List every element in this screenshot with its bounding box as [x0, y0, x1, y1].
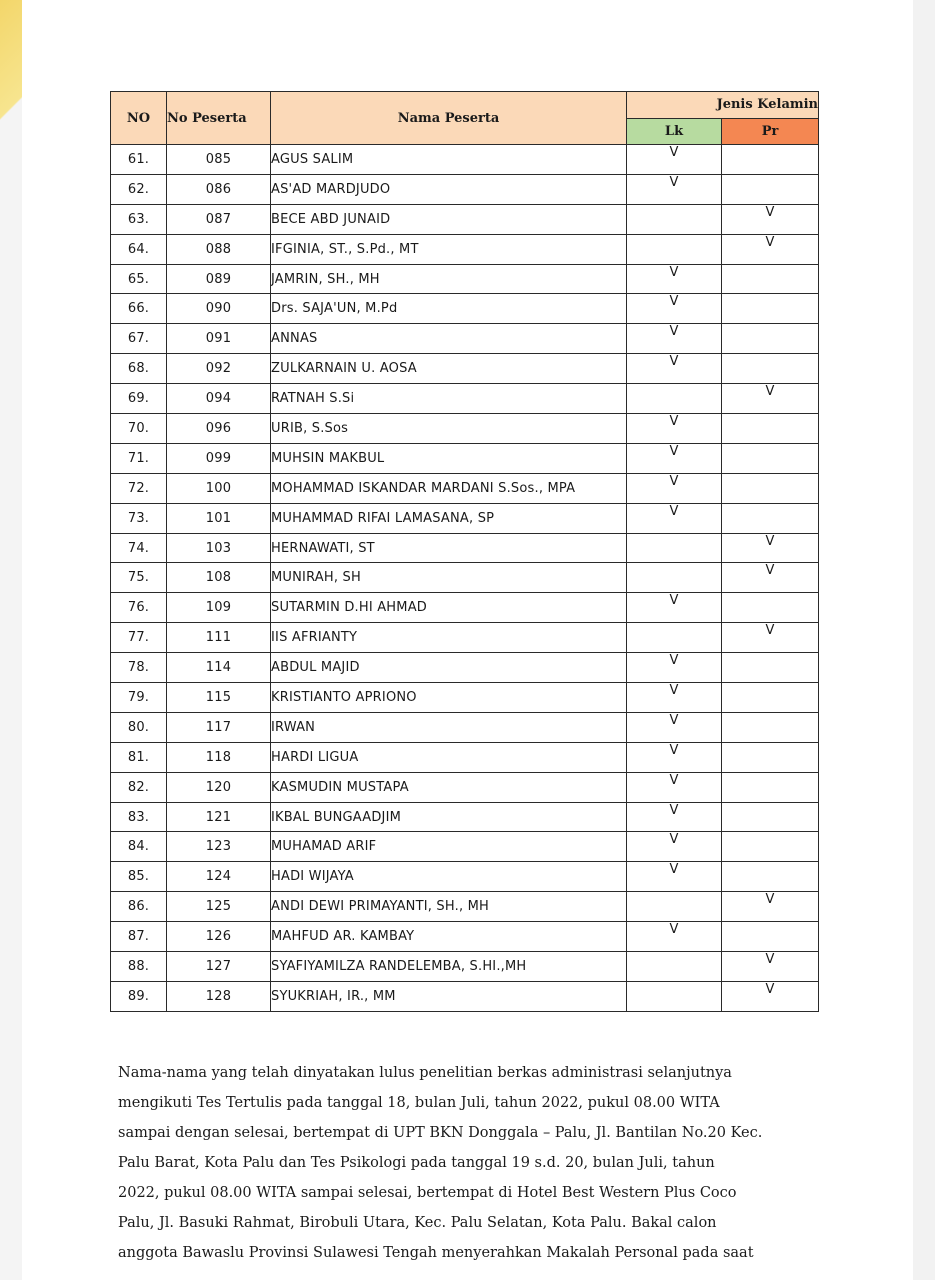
gender-pr-mark — [722, 922, 819, 952]
gender-pr-mark — [722, 414, 819, 444]
row-number: 88. — [111, 952, 167, 982]
gender-pr-mark — [722, 653, 819, 683]
gender-lk-mark: V — [627, 443, 722, 473]
participant-name: IFGINIA, ST., S.Pd., MT — [271, 234, 627, 264]
participant-name: SYAFIYAMILZA RANDELEMBA, S.HI.,MH — [271, 952, 627, 982]
gender-lk-mark — [627, 981, 722, 1011]
table-row — [111, 503, 819, 533]
table-row — [111, 623, 819, 653]
paragraph-line: anggota Bawaslu Provinsi Sulawesi Tengah menyerahkan Makalah Personal pada saat — [118, 1245, 754, 1261]
row-number: 65. — [111, 264, 167, 294]
participant-name: BECE ABD JUNAID — [271, 204, 627, 234]
participant-number: 109 — [167, 593, 271, 623]
gender-lk-mark: V — [627, 354, 722, 384]
row-number: 69. — [111, 384, 167, 414]
table-row — [111, 174, 819, 204]
participant-name: MOHAMMAD ISKANDAR MARDANI S.Sos., MPA — [271, 473, 627, 503]
header-pr: Pr — [722, 118, 819, 145]
row-number: 74. — [111, 533, 167, 563]
row-number: 63. — [111, 204, 167, 234]
left-margin-strip — [0, 0, 22, 1280]
table-row — [111, 742, 819, 772]
gender-lk-mark: V — [627, 802, 722, 832]
gender-lk-mark — [627, 892, 722, 922]
participant-number: 092 — [167, 354, 271, 384]
participant-name: URIB, S.Sos — [271, 414, 627, 444]
gender-pr-mark — [722, 503, 819, 533]
gender-lk-mark: V — [627, 473, 722, 503]
header-lk: Lk — [627, 118, 722, 145]
gender-lk-mark: V — [627, 653, 722, 683]
participant-name: AS'AD MARDJUDO — [271, 174, 627, 204]
paragraph-line: mengikuti Tes Tertulis pada tanggal 18, bulan Juli, tahun 2022, pukul 08.00 WITA — [118, 1095, 720, 1111]
gender-lk-mark: V — [627, 145, 722, 175]
gender-pr-mark — [722, 593, 819, 623]
gender-lk-mark: V — [627, 742, 722, 772]
participant-name: Drs. SAJA'UN, M.Pd — [271, 294, 627, 324]
participant-number: 099 — [167, 443, 271, 473]
gender-lk-mark — [627, 563, 722, 593]
participant-name: AGUS SALIM — [271, 145, 627, 175]
participant-number: 088 — [167, 234, 271, 264]
gender-lk-mark: V — [627, 683, 722, 713]
gender-lk-mark: V — [627, 593, 722, 623]
row-number: 77. — [111, 623, 167, 653]
participant-name: HADI WIJAYA — [271, 862, 627, 892]
gender-pr-mark — [722, 145, 819, 175]
participant-number: 096 — [167, 414, 271, 444]
table-row — [111, 294, 819, 324]
table-row — [111, 354, 819, 384]
participant-number: 124 — [167, 862, 271, 892]
participant-number: 123 — [167, 832, 271, 862]
header-nama-peserta: Nama Peserta — [271, 92, 627, 145]
table-row — [111, 473, 819, 503]
gender-lk-mark — [627, 204, 722, 234]
participant-number: 114 — [167, 653, 271, 683]
participant-number: 090 — [167, 294, 271, 324]
gender-pr-mark — [722, 832, 819, 862]
table-row — [111, 443, 819, 473]
gender-pr-mark: V — [722, 563, 819, 593]
gender-pr-mark: V — [722, 204, 819, 234]
participant-name: ZULKARNAIN U. AOSA — [271, 354, 627, 384]
table-row — [111, 204, 819, 234]
paragraph-line: Palu, Jl. Basuki Rahmat, Birobuli Utara, Kec. Palu Selatan, Kota Palu. Bakal calon — [118, 1215, 717, 1231]
participant-name: IRWAN — [271, 712, 627, 742]
participant-number: 125 — [167, 892, 271, 922]
participant-number: 087 — [167, 204, 271, 234]
row-number: 64. — [111, 234, 167, 264]
participant-number: 111 — [167, 623, 271, 653]
participant-name: IKBAL BUNGAADJIM — [271, 802, 627, 832]
participant-name: ABDUL MAJID — [271, 653, 627, 683]
gender-pr-mark — [722, 354, 819, 384]
gender-lk-mark: V — [627, 414, 722, 444]
participant-number: 089 — [167, 264, 271, 294]
participant-number: 100 — [167, 473, 271, 503]
gender-lk-mark: V — [627, 832, 722, 862]
gender-pr-mark — [722, 772, 819, 802]
row-number: 72. — [111, 473, 167, 503]
table-row — [111, 922, 819, 952]
gender-lk-mark: V — [627, 862, 722, 892]
table-row — [111, 802, 819, 832]
participant-name: ANDI DEWI PRIMAYANTI, SH., MH — [271, 892, 627, 922]
participant-table — [110, 91, 819, 1012]
participant-name: KRISTIANTO APRIONO — [271, 683, 627, 713]
gender-pr-mark — [722, 862, 819, 892]
participant-name: RATNAH S.Si — [271, 384, 627, 414]
participant-name: HARDI LIGUA — [271, 742, 627, 772]
paragraph-line: Nama-nama yang telah dinyatakan lulus penelitian berkas administrasi selanjutnya — [118, 1065, 732, 1081]
row-number: 61. — [111, 145, 167, 175]
participant-number: 101 — [167, 503, 271, 533]
row-number: 89. — [111, 981, 167, 1011]
row-number: 86. — [111, 892, 167, 922]
table-row — [111, 264, 819, 294]
row-number: 84. — [111, 832, 167, 862]
gender-pr-mark — [722, 802, 819, 832]
participant-number: 115 — [167, 683, 271, 713]
gender-pr-mark: V — [722, 623, 819, 653]
gender-pr-mark — [722, 264, 819, 294]
gender-pr-mark — [722, 324, 819, 354]
table-row — [111, 414, 819, 444]
table-row — [111, 533, 819, 563]
participant-number: 128 — [167, 981, 271, 1011]
participant-name: MAHFUD AR. KAMBAY — [271, 922, 627, 952]
table-row — [111, 892, 819, 922]
gender-pr-mark — [722, 712, 819, 742]
participant-number: 091 — [167, 324, 271, 354]
row-number: 71. — [111, 443, 167, 473]
participant-number: 127 — [167, 952, 271, 982]
gender-lk-mark: V — [627, 712, 722, 742]
gender-lk-mark — [627, 533, 722, 563]
row-number: 80. — [111, 712, 167, 742]
participant-number: 103 — [167, 533, 271, 563]
participant-name: KASMUDIN MUSTAPA — [271, 772, 627, 802]
row-number: 79. — [111, 683, 167, 713]
row-number: 78. — [111, 653, 167, 683]
gender-pr-mark: V — [722, 952, 819, 982]
table-row — [111, 145, 819, 175]
participant-name: MUHAMAD ARIF — [271, 832, 627, 862]
row-number: 82. — [111, 772, 167, 802]
gender-lk-mark — [627, 952, 722, 982]
participant-number: 085 — [167, 145, 271, 175]
participant-number: 118 — [167, 742, 271, 772]
participant-number: 108 — [167, 563, 271, 593]
participant-number: 094 — [167, 384, 271, 414]
gender-pr-mark — [722, 683, 819, 713]
gender-lk-mark: V — [627, 324, 722, 354]
right-margin-strip — [913, 0, 935, 1280]
row-number: 66. — [111, 294, 167, 324]
header-no-peserta: No Peserta — [167, 92, 271, 145]
gender-lk-mark: V — [627, 264, 722, 294]
table-row — [111, 234, 819, 264]
paragraph-line: 2022, pukul 08.00 WITA sampai selesai, bertempat di Hotel Best Western Plus Coco — [118, 1185, 737, 1201]
participant-name: HERNAWATI, ST — [271, 533, 627, 563]
participant-name: SYUKRIAH, IR., MM — [271, 981, 627, 1011]
gender-pr-mark — [722, 473, 819, 503]
row-number: 73. — [111, 503, 167, 533]
gender-pr-mark: V — [722, 234, 819, 264]
table-row — [111, 832, 819, 862]
participant-name: MUHAMMAD RIFAI LAMASANA, SP — [271, 503, 627, 533]
participant-number: 120 — [167, 772, 271, 802]
gender-lk-mark: V — [627, 503, 722, 533]
participant-name: SUTARMIN D.HI AHMAD — [271, 593, 627, 623]
table-row — [111, 862, 819, 892]
row-number: 85. — [111, 862, 167, 892]
gender-lk-mark: V — [627, 294, 722, 324]
participant-name: MUHSIN MAKBUL — [271, 443, 627, 473]
header-no: NO — [111, 92, 167, 145]
row-number: 67. — [111, 324, 167, 354]
paragraph-line: Palu Barat, Kota Palu dan Tes Psikologi pada tanggal 19 s.d. 20, bulan Juli, tahun — [118, 1155, 715, 1171]
table-row — [111, 384, 819, 414]
table-body — [111, 145, 819, 1012]
row-number: 62. — [111, 174, 167, 204]
row-number: 87. — [111, 922, 167, 952]
gender-pr-mark: V — [722, 384, 819, 414]
table-row — [111, 563, 819, 593]
announcement-paragraph — [118, 1058, 838, 1268]
gender-lk-mark: V — [627, 922, 722, 952]
row-number: 83. — [111, 802, 167, 832]
gender-lk-mark — [627, 384, 722, 414]
gender-lk-mark — [627, 234, 722, 264]
header-jenis-kelamin: Jenis Kelamin — [627, 92, 819, 119]
gender-pr-mark — [722, 742, 819, 772]
table-header — [111, 92, 819, 145]
participant-name: ANNAS — [271, 324, 627, 354]
participant-name: MUNIRAH, SH — [271, 563, 627, 593]
gender-pr-mark: V — [722, 981, 819, 1011]
participant-number: 121 — [167, 802, 271, 832]
participant-name: JAMRIN, SH., MH — [271, 264, 627, 294]
table-row — [111, 593, 819, 623]
participant-number: 126 — [167, 922, 271, 952]
table-row — [111, 712, 819, 742]
participant-number: 117 — [167, 712, 271, 742]
paragraph-line: sampai dengan selesai, bertempat di UPT BKN Donggala – Palu, Jl. Bantilan No.20 Kec. — [118, 1125, 763, 1141]
gender-lk-mark — [627, 623, 722, 653]
document-page — [22, 0, 913, 1280]
gender-lk-mark: V — [627, 772, 722, 802]
gender-pr-mark — [722, 443, 819, 473]
row-number: 70. — [111, 414, 167, 444]
participant-number: 086 — [167, 174, 271, 204]
gender-pr-mark: V — [722, 533, 819, 563]
row-number: 75. — [111, 563, 167, 593]
row-number: 68. — [111, 354, 167, 384]
table-row — [111, 772, 819, 802]
participant-name: IIS AFRIANTY — [271, 623, 627, 653]
row-number: 76. — [111, 593, 167, 623]
table-row — [111, 683, 819, 713]
table-row — [111, 653, 819, 683]
gender-pr-mark: V — [722, 892, 819, 922]
gender-lk-mark: V — [627, 174, 722, 204]
table-row — [111, 981, 819, 1011]
gender-pr-mark — [722, 294, 819, 324]
gender-pr-mark — [722, 174, 819, 204]
table-row — [111, 952, 819, 982]
table-row — [111, 324, 819, 354]
row-number: 81. — [111, 742, 167, 772]
